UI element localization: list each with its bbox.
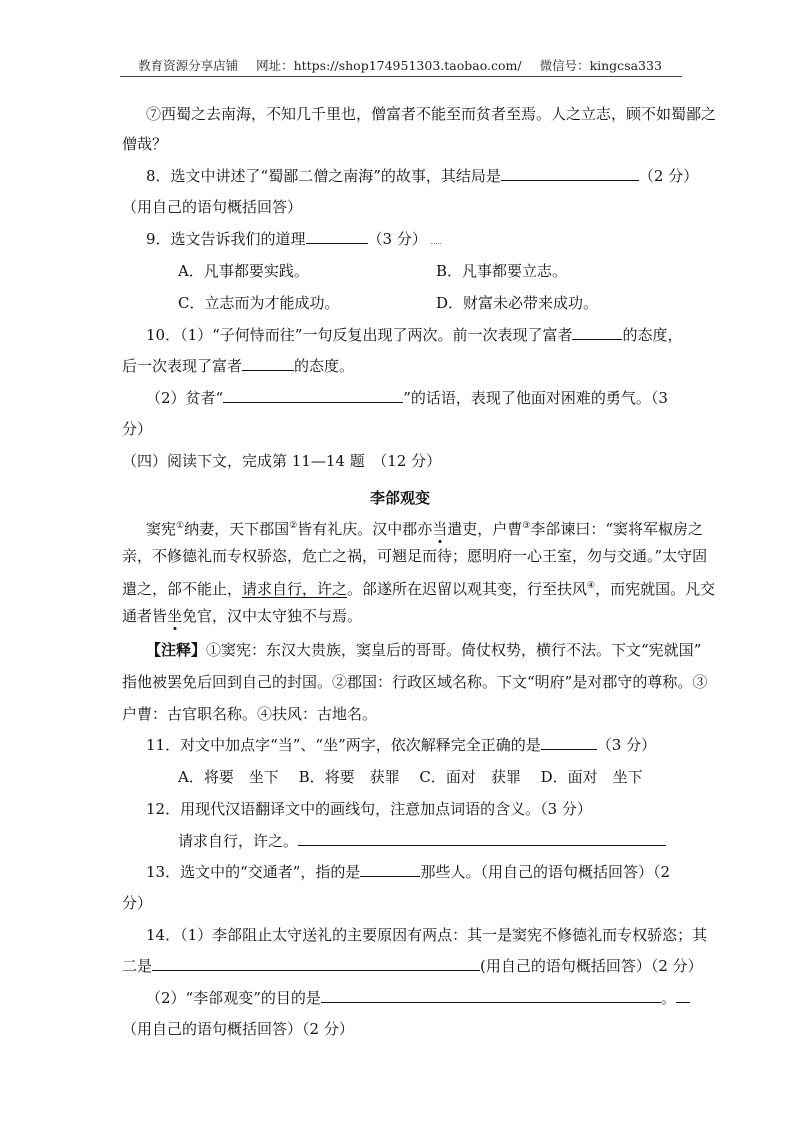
passage-text: 李郃谏曰：“窦将军椒房之 bbox=[530, 520, 703, 538]
question-12-sentence bbox=[178, 831, 666, 851]
footnote-marker: ① bbox=[176, 521, 185, 531]
answer-blank[interactable] bbox=[306, 229, 368, 244]
question-11-text: 11．对文中加点字“当”、“坐”两字，依次解释完全正确的是 bbox=[146, 736, 541, 754]
passage-text: 窦宪 bbox=[146, 520, 177, 538]
section-4-heading: （四）阅读下文，完成第 11—14 题 （12 分） bbox=[122, 452, 442, 470]
answer-blank[interactable] bbox=[360, 862, 420, 877]
answer-blank[interactable] bbox=[501, 166, 639, 181]
question-14-text: 。 bbox=[660, 989, 676, 1007]
passage-text: 纳妻，天下郡国 bbox=[184, 520, 290, 538]
header-divider bbox=[120, 76, 682, 77]
notes-line-2: 指他被罢免后回到自己的封国。②郡国：行政区域名称。下文“明府”是对郡守的尊称。③ bbox=[122, 673, 708, 691]
question-10-part-2 bbox=[146, 388, 668, 408]
dotted-character: 坐 bbox=[167, 607, 183, 625]
answer-blank[interactable] bbox=[676, 988, 690, 1003]
question-10-text: ”的话语，表现了他面对困难的勇气。（3 bbox=[403, 389, 668, 407]
passage-text: 遣吏，户曹 bbox=[447, 520, 523, 538]
passage-text: ，而宪就国。凡交 bbox=[595, 580, 716, 598]
header-shop: 教育资源分享店铺 bbox=[138, 58, 239, 73]
passage-title: 李郃观变 bbox=[369, 489, 430, 507]
answer-blank[interactable] bbox=[298, 831, 666, 846]
question-8-text: 8．选文中讲述了“蜀鄙二僧之南海”的故事，其结局是 bbox=[146, 167, 501, 185]
question-10-text: 的态度， bbox=[622, 326, 683, 344]
answer-blank[interactable] bbox=[223, 388, 403, 403]
question-10-part-1-cont bbox=[122, 356, 354, 376]
notes-label: 【注释】 bbox=[146, 641, 207, 659]
question-11-score: （3 分） bbox=[596, 736, 657, 754]
notes-text: ①窦宪：东汉大贵族，窦皇后的哥哥。倚仗权势，横行不法。下文“宪就国” bbox=[206, 641, 702, 659]
question-10-text: 的态度。 bbox=[294, 357, 355, 375]
question-13-text: 13．选文中的“交通者”，指的是 bbox=[146, 863, 361, 881]
header-url: 网址：https://shop174951303.taobao.com/ bbox=[256, 58, 522, 73]
question-13-text: 那些人。（用自己的语句概括回答）（2 bbox=[420, 863, 670, 881]
question-14-text: （2）“李郃观变”的目的是 bbox=[146, 989, 321, 1007]
passage-paragraph-7-cont: 僧哉？ bbox=[122, 135, 168, 153]
question-10-text: 10．（1）“子何恃而往”一句反复出现了两次。前一次表现了富者 bbox=[146, 326, 573, 344]
question-14-text: (用自己的语句概括回答）（2 分） bbox=[480, 957, 703, 975]
passage-4-line-4 bbox=[122, 606, 362, 626]
question-8 bbox=[146, 166, 698, 186]
page-header bbox=[120, 56, 680, 74]
underlined-sentence: 请求自行，许之 bbox=[242, 580, 348, 598]
question-11 bbox=[146, 735, 656, 755]
question-14-part-1-cont bbox=[122, 956, 703, 976]
question-13 bbox=[146, 862, 670, 882]
passage-text: 。郃遂所在迟留以观其变，行至扶风 bbox=[347, 580, 588, 598]
question-12-sentence-text: 请求自行，许之。 bbox=[178, 832, 299, 850]
answer-blank[interactable] bbox=[152, 956, 480, 971]
passage-text: 遣之，郃不能止， bbox=[122, 580, 243, 598]
passage-4-line-2: 亲，不修德礼而专权骄恣，危亡之祸，可翘足而待；愿明府一心王室，勿与交通。”太守固 bbox=[122, 547, 708, 565]
question-10-text: （2）贫者“ bbox=[146, 389, 224, 407]
answer-blank[interactable] bbox=[572, 325, 622, 340]
question-14-text: 二是 bbox=[122, 957, 153, 975]
question-9 bbox=[146, 229, 441, 249]
answer-blank[interactable] bbox=[242, 356, 294, 371]
footnote-marker: ② bbox=[289, 521, 298, 531]
answer-blank[interactable] bbox=[321, 988, 661, 1003]
question-10-part-2-cont: 分） bbox=[122, 420, 153, 438]
stray-mark bbox=[431, 237, 441, 244]
passage-text: 通者皆 bbox=[122, 607, 168, 625]
question-10-part-1 bbox=[146, 325, 683, 345]
passage-4-line-1 bbox=[146, 516, 703, 539]
passage-text: 免官，汉中太守独不与焉。 bbox=[182, 607, 363, 625]
question-14-part-1: 14．（1）李郃阻止太守送礼的主要原因有两点：其一是窦宪不修德礼而专权骄恣；其 bbox=[146, 926, 708, 944]
passage-paragraph-7: ⑦西蜀之去南海，不知几千里也，僧富者不能至而贫者至焉。人之立志，顾不如蜀鄙之 bbox=[146, 105, 717, 123]
footnote-marker: ④ bbox=[587, 581, 596, 591]
question-10-text: 后一次表现了富者 bbox=[122, 357, 243, 375]
notes-line-1 bbox=[146, 640, 701, 660]
question-14-part-2 bbox=[146, 988, 690, 1008]
option-d: D．财富未必带来成功。 bbox=[436, 294, 599, 312]
dotted-character: 当 bbox=[432, 520, 448, 538]
answer-blank[interactable] bbox=[541, 735, 597, 750]
question-8-score: （2 分） bbox=[638, 167, 699, 185]
question-8-note: （用自己的语句概括回答） bbox=[122, 198, 303, 216]
notes-line-3: 户曹：古官职名称。④扶风：古地名。 bbox=[122, 705, 378, 723]
question-12: 12．用现代汉语翻译文中的画线句，注意加点词语的含义。（3 分） bbox=[146, 800, 592, 818]
question-13-cont: 分） bbox=[122, 894, 153, 912]
option-c: C．立志而为才能成功。 bbox=[178, 294, 340, 312]
question-11-options: A．将要 坐下 B．将要 获罪 C．面对 获罪 D．面对 坐下 bbox=[178, 768, 643, 786]
footnote-marker: ③ bbox=[522, 521, 531, 531]
option-b: B．凡事都要立志。 bbox=[436, 262, 568, 280]
passage-text: 皆有礼庆。汉中郡亦 bbox=[297, 520, 433, 538]
question-9-score: （3 分） bbox=[367, 230, 427, 248]
header-wechat: 微信号：kingcsa333 bbox=[539, 58, 662, 73]
question-14-part-2-cont: （用自己的语句概括回答）（2 分） bbox=[122, 1020, 354, 1038]
passage-4-line-3 bbox=[122, 576, 715, 599]
question-9-text: 9．选文告诉我们的道理 bbox=[146, 230, 306, 248]
option-a: A．凡事都要实践。 bbox=[178, 262, 309, 280]
